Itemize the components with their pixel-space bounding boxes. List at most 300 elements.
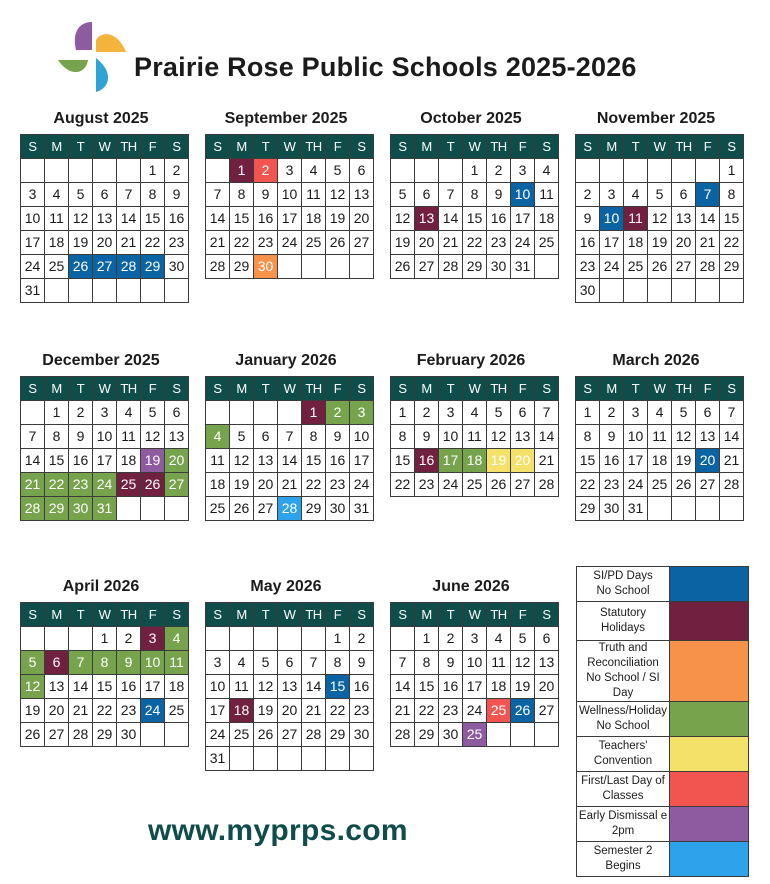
weekday-header: S: [535, 377, 559, 401]
weekday-header: TH: [672, 377, 696, 401]
logo-petal-purple: [75, 22, 92, 50]
day-cell: 7: [69, 651, 93, 675]
day-cell: 12: [487, 425, 511, 449]
day-cell: 19: [391, 231, 415, 255]
day-cell: 18: [230, 699, 254, 723]
legend-label-line: SI/PD Days: [593, 570, 653, 582]
day-cell: 17: [439, 449, 463, 473]
day-cell: 3: [21, 183, 45, 207]
day-cell: 19: [648, 231, 672, 255]
weekday-header: S: [391, 135, 415, 159]
day-cell: 25: [45, 255, 69, 279]
page-title: Prairie Rose Public Schools 2025-2026: [134, 52, 637, 82]
day-cell: 30: [117, 723, 141, 747]
weekday-header: M: [230, 135, 254, 159]
month-grid: [205, 134, 374, 279]
weekday-header: M: [415, 603, 439, 627]
day-cell: 14: [69, 675, 93, 699]
day-cell: 11: [463, 425, 487, 449]
day-cell: 23: [165, 231, 189, 255]
month-title: October 2025: [420, 110, 522, 127]
day-cell: 23: [69, 473, 93, 497]
day-cell: 28: [302, 723, 326, 747]
day-cell: 20: [672, 231, 696, 255]
day-cell: 14: [696, 207, 720, 231]
month-title: January 2026: [235, 352, 337, 369]
day-cell: 24: [600, 255, 624, 279]
day-cell: 30: [439, 723, 463, 747]
day-cell: 16: [326, 449, 350, 473]
day-cell: 23: [326, 473, 350, 497]
day-cell: 19: [254, 699, 278, 723]
legend-swatch: [670, 641, 749, 702]
day-cell: 18: [206, 473, 230, 497]
day-cell: 20: [93, 231, 117, 255]
day-cell: 2: [600, 401, 624, 425]
empty-day-cell: [141, 279, 165, 303]
day-cell: 18: [535, 207, 559, 231]
empty-day-cell: [511, 723, 535, 747]
weekday-header: TH: [117, 603, 141, 627]
day-cell: 19: [69, 231, 93, 255]
day-cell: 23: [117, 699, 141, 723]
empty-day-cell: [302, 627, 326, 651]
empty-day-cell: [45, 159, 69, 183]
day-cell: 16: [254, 207, 278, 231]
legend-swatch: [670, 842, 749, 877]
weekday-header: F: [326, 603, 350, 627]
legend-label-line: Teachers': [598, 740, 648, 752]
weekday-header: F: [141, 377, 165, 401]
legend-row: [577, 737, 749, 772]
day-cell: 21: [439, 231, 463, 255]
weekday-header: TH: [302, 377, 326, 401]
day-cell: 5: [391, 183, 415, 207]
day-cell: 11: [165, 651, 189, 675]
day-cell: 22: [415, 699, 439, 723]
day-cell: 29: [463, 255, 487, 279]
day-cell: 3: [350, 401, 374, 425]
day-cell: 13: [45, 675, 69, 699]
day-cell: 31: [350, 497, 374, 521]
weekday-header: S: [720, 377, 744, 401]
day-cell: 11: [206, 449, 230, 473]
day-cell: 15: [302, 449, 326, 473]
day-cell: 22: [391, 473, 415, 497]
day-cell: 3: [439, 401, 463, 425]
weekday-header: M: [415, 135, 439, 159]
day-cell: 11: [648, 425, 672, 449]
day-cell: 26: [511, 699, 535, 723]
month-august-2025: [20, 108, 185, 303]
day-cell: 24: [21, 255, 45, 279]
day-cell: 19: [487, 449, 511, 473]
weekday-header: W: [278, 377, 302, 401]
legend-label: [577, 641, 670, 702]
weekday-header: S: [21, 603, 45, 627]
day-cell: 24: [278, 231, 302, 255]
day-cell: 17: [511, 207, 535, 231]
day-cell: 28: [535, 473, 559, 497]
day-cell: 5: [487, 401, 511, 425]
weekday-header: M: [230, 377, 254, 401]
day-cell: 24: [511, 231, 535, 255]
month-february-2026: [390, 350, 555, 497]
day-cell: 5: [511, 627, 535, 651]
day-cell: 19: [21, 699, 45, 723]
weekday-header: T: [624, 377, 648, 401]
website-link[interactable]: www.myprps.com: [148, 814, 408, 847]
day-cell: 25: [230, 723, 254, 747]
day-cell: 23: [415, 473, 439, 497]
day-cell: 26: [230, 497, 254, 521]
day-cell: 6: [93, 183, 117, 207]
month-grid: [575, 376, 744, 521]
legend-label: [577, 807, 670, 842]
empty-day-cell: [230, 627, 254, 651]
day-cell: 16: [487, 207, 511, 231]
day-cell: 29: [45, 497, 69, 521]
day-cell: 13: [415, 207, 439, 231]
day-cell: 1: [415, 627, 439, 651]
day-cell: 28: [117, 255, 141, 279]
day-cell: 25: [165, 699, 189, 723]
day-cell: 14: [720, 425, 744, 449]
legend-swatch: [670, 567, 749, 602]
day-cell: 9: [326, 425, 350, 449]
empty-day-cell: [720, 497, 744, 521]
day-cell: 16: [350, 675, 374, 699]
empty-day-cell: [93, 159, 117, 183]
day-cell: 2: [326, 401, 350, 425]
weekday-header: T: [69, 377, 93, 401]
legend-row: [577, 807, 749, 842]
empty-day-cell: [278, 401, 302, 425]
day-cell: 3: [278, 159, 302, 183]
day-cell: 10: [350, 425, 374, 449]
weekday-header: T: [69, 603, 93, 627]
empty-day-cell: [278, 627, 302, 651]
weekday-header: S: [206, 135, 230, 159]
weekday-header: S: [165, 603, 189, 627]
day-cell: 13: [254, 449, 278, 473]
day-cell: 4: [463, 401, 487, 425]
empty-day-cell: [165, 279, 189, 303]
day-cell: 27: [511, 473, 535, 497]
day-cell: 2: [487, 159, 511, 183]
day-cell: 22: [576, 473, 600, 497]
weekday-header: S: [21, 377, 45, 401]
empty-day-cell: [206, 159, 230, 183]
day-cell: 26: [326, 231, 350, 255]
month-grid: [390, 602, 559, 747]
day-cell: 18: [117, 449, 141, 473]
weekday-header: W: [648, 135, 672, 159]
day-cell: 1: [141, 159, 165, 183]
day-cell: 17: [141, 675, 165, 699]
day-cell: 29: [720, 255, 744, 279]
day-cell: 9: [165, 183, 189, 207]
day-cell: 8: [576, 425, 600, 449]
empty-day-cell: [69, 627, 93, 651]
day-cell: 13: [672, 207, 696, 231]
empty-day-cell: [350, 255, 374, 279]
empty-day-cell: [254, 401, 278, 425]
weekday-header: W: [463, 377, 487, 401]
day-cell: 6: [350, 159, 374, 183]
empty-day-cell: [648, 279, 672, 303]
day-cell: 5: [141, 401, 165, 425]
weekday-header: F: [696, 135, 720, 159]
day-cell: 15: [93, 675, 117, 699]
day-cell: 17: [21, 231, 45, 255]
month-october-2025: [390, 108, 555, 279]
day-cell: 16: [165, 207, 189, 231]
empty-day-cell: [535, 255, 559, 279]
day-cell: 11: [624, 207, 648, 231]
empty-day-cell: [672, 279, 696, 303]
day-cell: 30: [487, 255, 511, 279]
month-grid: [20, 134, 189, 303]
day-cell: 7: [391, 651, 415, 675]
legend-row: [577, 641, 749, 702]
day-cell: 8: [302, 425, 326, 449]
day-cell: 2: [165, 159, 189, 183]
month-january-2026: [205, 350, 370, 521]
day-cell: 16: [117, 675, 141, 699]
day-cell: 2: [439, 627, 463, 651]
day-cell: 4: [165, 627, 189, 651]
day-cell: 11: [487, 651, 511, 675]
empty-day-cell: [576, 159, 600, 183]
day-cell: 10: [93, 425, 117, 449]
empty-day-cell: [600, 159, 624, 183]
empty-day-cell: [535, 723, 559, 747]
day-cell: 13: [696, 425, 720, 449]
day-cell: 17: [624, 449, 648, 473]
day-cell: 22: [326, 699, 350, 723]
empty-day-cell: [254, 747, 278, 771]
day-cell: 10: [624, 425, 648, 449]
empty-day-cell: [487, 723, 511, 747]
legend-label: [577, 602, 670, 641]
day-cell: 5: [648, 183, 672, 207]
legend-swatch: [670, 602, 749, 641]
empty-day-cell: [672, 497, 696, 521]
day-cell: 28: [278, 497, 302, 521]
day-cell: 21: [278, 473, 302, 497]
weekday-header: W: [278, 135, 302, 159]
day-cell: 27: [254, 497, 278, 521]
day-cell: 2: [117, 627, 141, 651]
weekday-header: TH: [117, 377, 141, 401]
day-cell: 26: [487, 473, 511, 497]
empty-day-cell: [696, 279, 720, 303]
day-cell: 19: [326, 207, 350, 231]
day-cell: 12: [511, 651, 535, 675]
day-cell: 26: [391, 255, 415, 279]
day-cell: 5: [69, 183, 93, 207]
day-cell: 1: [45, 401, 69, 425]
month-november-2025: [575, 108, 740, 303]
day-cell: 12: [648, 207, 672, 231]
day-cell: 7: [696, 183, 720, 207]
month-grid: [20, 376, 189, 521]
day-cell: 25: [624, 255, 648, 279]
weekday-header: M: [45, 377, 69, 401]
day-cell: 17: [206, 699, 230, 723]
day-cell: 8: [93, 651, 117, 675]
weekday-header: T: [439, 135, 463, 159]
legend-label: [577, 772, 670, 807]
day-cell: 8: [391, 425, 415, 449]
day-cell: 27: [350, 231, 374, 255]
day-cell: 10: [141, 651, 165, 675]
day-cell: 4: [45, 183, 69, 207]
empty-day-cell: [69, 159, 93, 183]
weekday-header: T: [69, 135, 93, 159]
day-cell: 29: [326, 723, 350, 747]
empty-day-cell: [165, 723, 189, 747]
day-cell: 3: [206, 651, 230, 675]
legend-row: [577, 702, 749, 737]
legend-label-line: Statutory Holidays: [599, 607, 647, 634]
month-grid: [20, 602, 189, 747]
weekday-header: S: [535, 135, 559, 159]
day-cell: 29: [302, 497, 326, 521]
empty-day-cell: [624, 159, 648, 183]
day-cell: 26: [254, 723, 278, 747]
legend-row: [577, 602, 749, 641]
day-cell: 6: [415, 183, 439, 207]
empty-day-cell: [21, 627, 45, 651]
weekday-header: S: [165, 135, 189, 159]
day-cell: 24: [93, 473, 117, 497]
weekday-header: TH: [487, 135, 511, 159]
prps-logo: [52, 18, 134, 96]
empty-day-cell: [21, 159, 45, 183]
month-may-2026: [205, 576, 370, 771]
day-cell: 9: [439, 651, 463, 675]
day-cell: 12: [21, 675, 45, 699]
day-cell: 16: [415, 449, 439, 473]
weekday-header: M: [45, 603, 69, 627]
empty-day-cell: [391, 159, 415, 183]
weekday-header: T: [624, 135, 648, 159]
day-cell: 28: [206, 255, 230, 279]
day-cell: 17: [600, 231, 624, 255]
day-cell: 25: [487, 699, 511, 723]
month-title: March 2026: [612, 352, 700, 369]
day-cell: 14: [302, 675, 326, 699]
day-cell: 31: [93, 497, 117, 521]
day-cell: 28: [439, 255, 463, 279]
day-cell: 29: [576, 497, 600, 521]
day-cell: 6: [672, 183, 696, 207]
day-cell: 21: [69, 699, 93, 723]
day-cell: 20: [415, 231, 439, 255]
weekday-header: M: [600, 135, 624, 159]
day-cell: 6: [696, 401, 720, 425]
day-cell: 2: [350, 627, 374, 651]
day-cell: 7: [21, 425, 45, 449]
day-cell: 5: [672, 401, 696, 425]
weekday-header: W: [93, 135, 117, 159]
day-cell: 25: [206, 497, 230, 521]
day-cell: 6: [535, 627, 559, 651]
legend: [576, 566, 749, 877]
weekday-header: S: [350, 603, 374, 627]
day-cell: 16: [69, 449, 93, 473]
weekday-header: S: [206, 377, 230, 401]
day-cell: 15: [463, 207, 487, 231]
day-cell: 25: [463, 723, 487, 747]
day-cell: 6: [254, 425, 278, 449]
day-cell: 22: [141, 231, 165, 255]
day-cell: 1: [302, 401, 326, 425]
day-cell: 3: [93, 401, 117, 425]
day-cell: 12: [230, 449, 254, 473]
day-cell: 8: [415, 651, 439, 675]
weekday-header: W: [278, 603, 302, 627]
legend-swatch: [670, 737, 749, 772]
month-title: November 2025: [596, 110, 716, 127]
legend-label-line: Wellness/Holiday: [579, 705, 667, 717]
empty-day-cell: [648, 159, 672, 183]
weekday-header: T: [439, 603, 463, 627]
month-grid: [390, 376, 559, 497]
month-grid: [205, 376, 374, 521]
day-cell: 6: [165, 401, 189, 425]
month-title: August 2025: [53, 110, 149, 127]
empty-day-cell: [302, 255, 326, 279]
day-cell: 10: [600, 207, 624, 231]
day-cell: 4: [648, 401, 672, 425]
day-cell: 11: [230, 675, 254, 699]
day-cell: 18: [302, 207, 326, 231]
day-cell: 12: [69, 207, 93, 231]
day-cell: 22: [302, 473, 326, 497]
weekday-header: W: [648, 377, 672, 401]
weekday-header: TH: [302, 603, 326, 627]
day-cell: 13: [165, 425, 189, 449]
day-cell: 9: [350, 651, 374, 675]
empty-day-cell: [230, 401, 254, 425]
empty-day-cell: [278, 255, 302, 279]
weekday-header: TH: [117, 135, 141, 159]
empty-day-cell: [141, 723, 165, 747]
day-cell: 22: [93, 699, 117, 723]
weekday-header: TH: [672, 135, 696, 159]
day-cell: 30: [326, 497, 350, 521]
day-cell: 22: [45, 473, 69, 497]
day-cell: 5: [326, 159, 350, 183]
day-cell: 26: [648, 255, 672, 279]
day-cell: 11: [117, 425, 141, 449]
weekday-header: S: [391, 603, 415, 627]
empty-day-cell: [93, 279, 117, 303]
empty-day-cell: [672, 159, 696, 183]
day-cell: 13: [350, 183, 374, 207]
day-cell: 1: [93, 627, 117, 651]
day-cell: 19: [230, 473, 254, 497]
day-cell: 12: [391, 207, 415, 231]
weekday-header: S: [576, 135, 600, 159]
day-cell: 28: [720, 473, 744, 497]
day-cell: 8: [720, 183, 744, 207]
weekday-header: F: [326, 377, 350, 401]
day-cell: 6: [511, 401, 535, 425]
